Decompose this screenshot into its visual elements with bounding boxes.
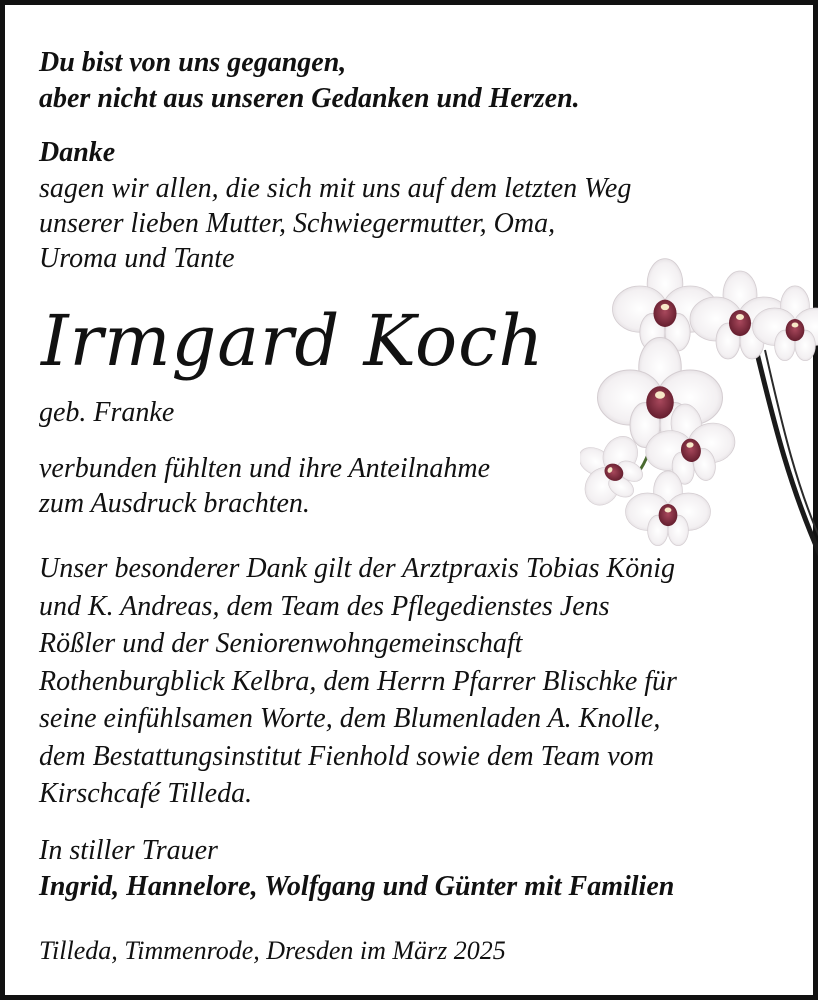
- special-thanks: [39, 550, 677, 813]
- connected-line: verbunden fühlten und ihre Anteilnahme: [39, 453, 491, 484]
- connected-line: zum Ausdruck brachten.: [39, 488, 310, 519]
- connected-text: [39, 451, 490, 521]
- motto-line: aber nicht aus unseren Gedanken und Herzen.: [39, 83, 580, 114]
- thanks-line: und K. Andreas, dem Team des Pflegedienstes Jens: [39, 590, 610, 622]
- thanks-line: Rothenburgblick Kelbra, dem Herrn Pfarrer Blischke für: [39, 665, 677, 697]
- intro-line: Uroma und Tante: [39, 243, 235, 274]
- thanks-line: dem Bestattungsinstitut Fienhold sowie dem Team vom: [39, 740, 654, 772]
- mourning-line: In stiller Trauer: [39, 835, 218, 866]
- thanks-heading: Danke: [39, 137, 116, 168]
- birth-name: geb. Franke: [39, 397, 175, 428]
- thanks-line: Rößler und der Seniorenwohngemeinschaft: [39, 628, 523, 659]
- motto-line: Du bist von uns gegangen,: [39, 47, 347, 78]
- thanks-line: Kirschcafé Tilleda.: [39, 778, 253, 809]
- orchid-image: [580, 255, 818, 565]
- family-names: Ingrid, Hannelore, Wolfgang und Günter mit Familien: [39, 871, 675, 902]
- thanks-line: seine einfühlsamen Worte, dem Blumenladen A. Knolle,: [39, 703, 661, 734]
- intro-line: unserer lieben Mutter, Schwiegermutter, Oma,: [39, 208, 556, 239]
- intro-line: sagen wir allen, die sich mit uns auf dem letzten Weg: [39, 173, 632, 204]
- thanks-line: Unser besonderer Dank gilt der Arztpraxis Tobias König: [39, 553, 675, 584]
- intro-text: [39, 171, 631, 276]
- deceased-name: Irmgard Koch: [41, 300, 545, 382]
- motto: [39, 45, 580, 117]
- place-date: Tilleda, Timmenrode, Dresden im März 2025: [39, 936, 506, 965]
